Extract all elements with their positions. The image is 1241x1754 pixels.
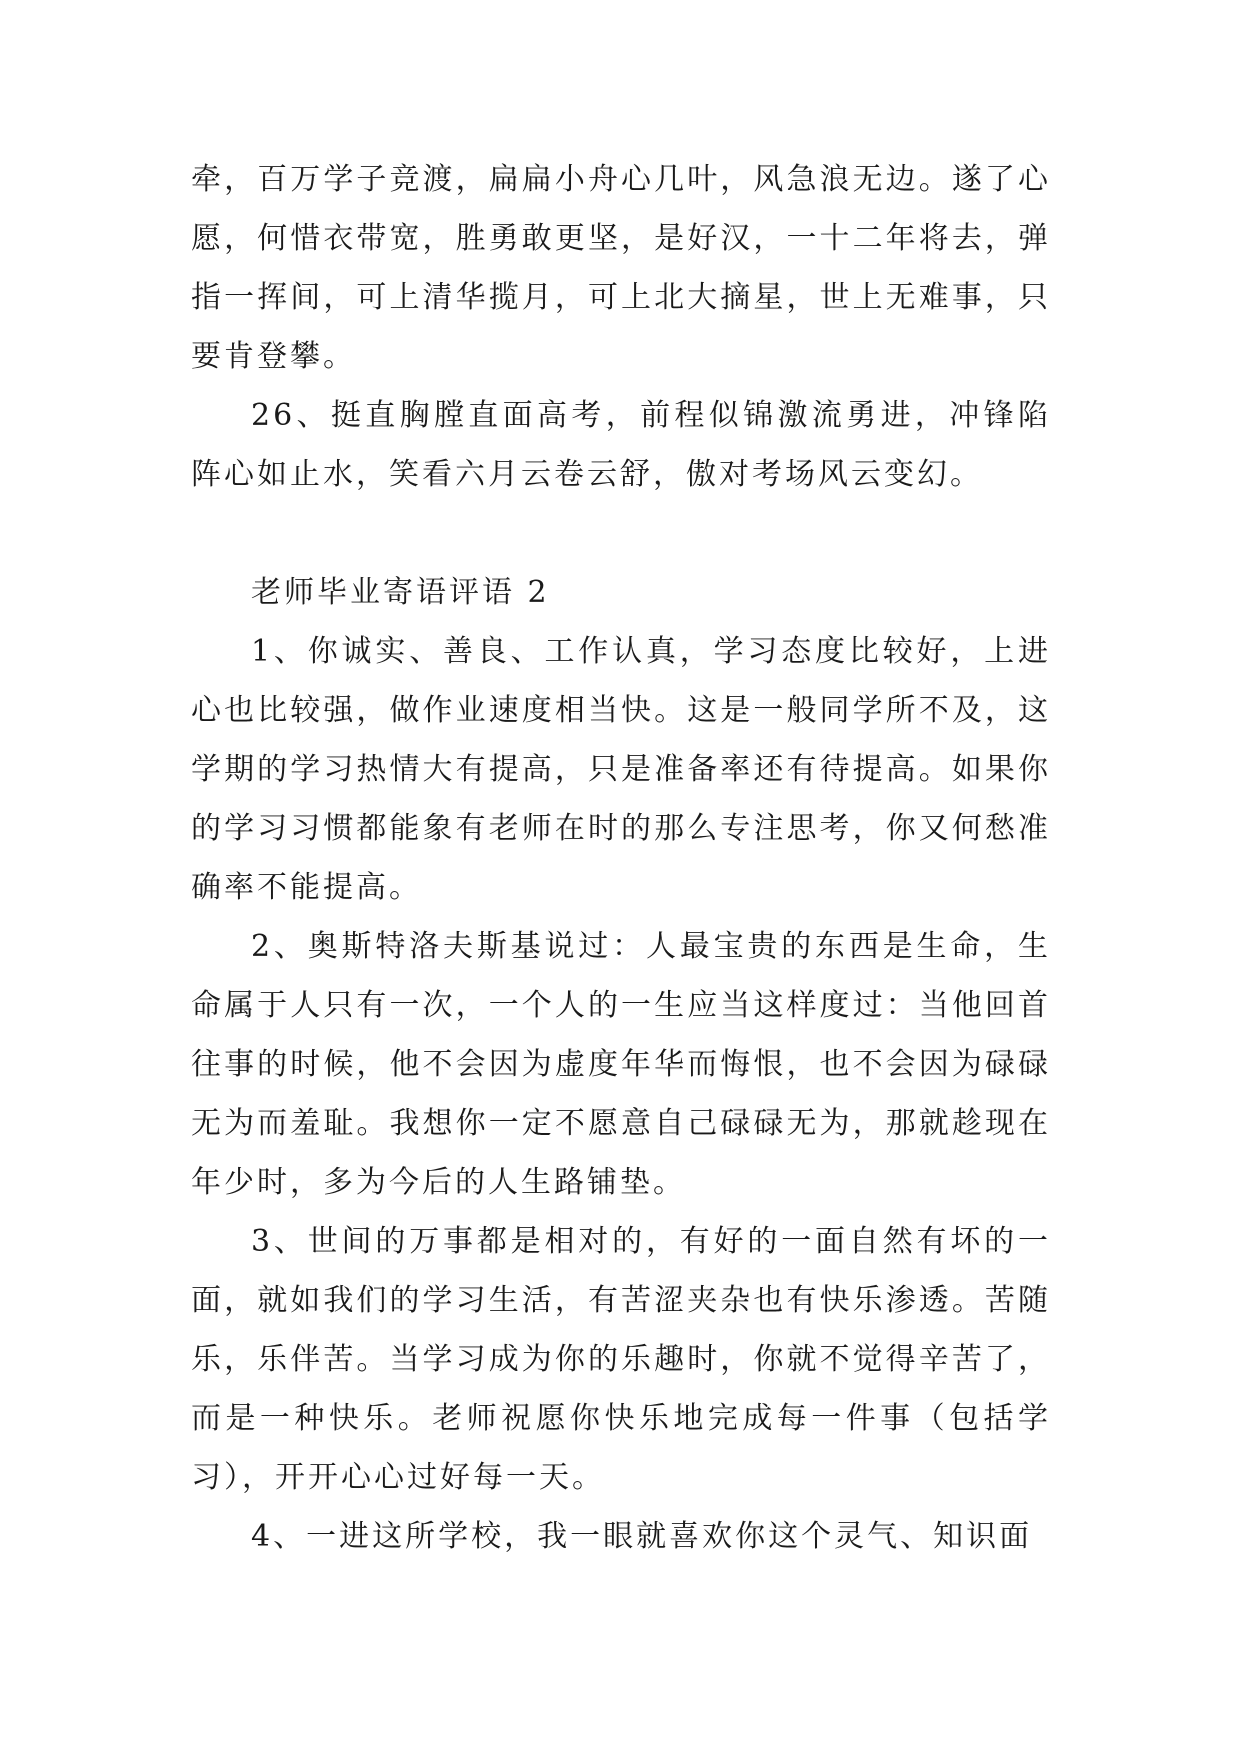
item-4-paragraph: 4、一进这所学校，我一眼就喜欢你这个灵气、知识面 (251, 1519, 1033, 1554)
section-title: 老师毕业寄语评语 2 (251, 575, 550, 610)
item-2-paragraph: 2、奥斯特洛夫斯基说过：人最宝贵的东西是生命，生命属于人只有一次，一个人的一生应当这样度过：当他回首往事的时候，他不会因为虚度年华而悔恨，也不会因为碌碌无为而羞耻。我想你一定不愿意自己碌碌无为，那就趁现在年少时，多为今后的人生路铺垫。 (191, 929, 1051, 1200)
document-body (191, 150, 1051, 1566)
item-3-paragraph: 3、世间的万事都是相对的，有好的一面自然有坏的一面，就如我们的学习生活，有苦涩夹杂也有快乐渗透。苦随乐，乐伴苦。当学习成为你的乐趣时，你就不觉得辛苦了，而是一种快乐。老师祝愿你快乐地完成每一件事（包括学习），开开心心过好每一天。 (191, 1224, 1051, 1495)
continuation-paragraph: 牵，百万学子竞渡，扁扁小舟心几叶，风急浪无边。遂了心愿，何惜衣带宽，胜勇敢更坚，是好汉，一十二年将去，弹指一挥间，可上清华揽月，可上北大摘星，世上无难事，只要肯登攀。 (191, 162, 1051, 374)
item-1-paragraph: 1、你诚实、善良、工作认真，学习态度比较好，上进心也比较强，做作业速度相当快。这是一般同学所不及，这学期的学习热情大有提高，只是准备率还有待提高。如果你的学习习惯都能象有老师在时的那么专注思考，你又何愁准确率不能提高。 (191, 634, 1051, 905)
item-26-paragraph: 26、挺直胸膛直面高考，前程似锦激流勇进，冲锋陷阵心如止水，笑看六月云卷云舒，傲对考场风云变幻。 (191, 398, 1051, 492)
